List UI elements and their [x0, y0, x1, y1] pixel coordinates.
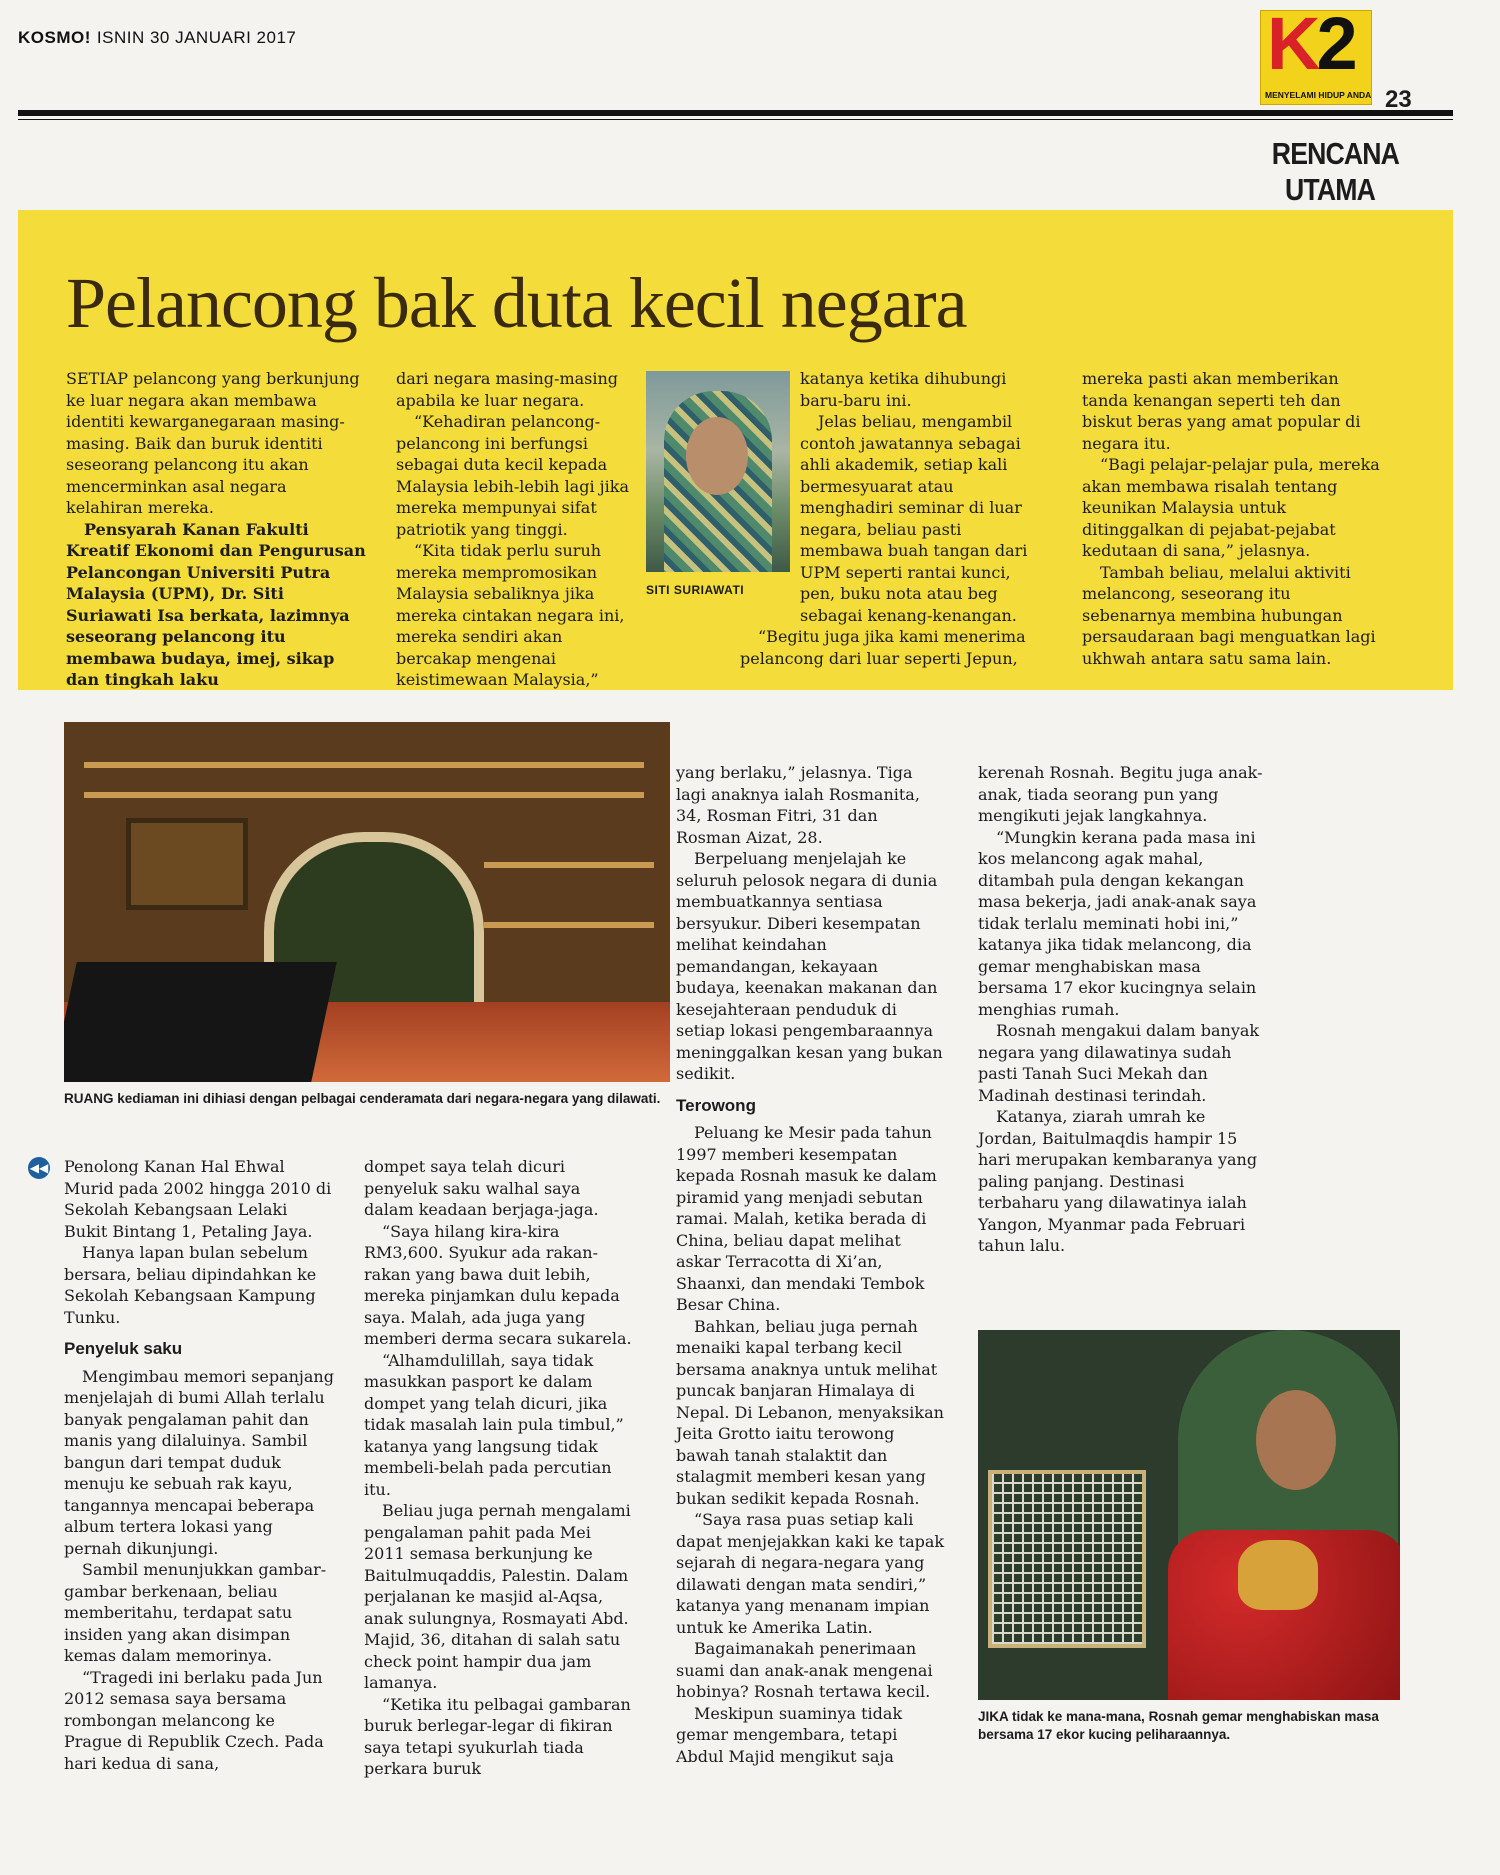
paragraph: “Bagi pelajar-pelajar pula, mereka akan membawa risalah tentang keunikan Malaysia untuk ditinggalkan di pejabat-pejabat kedutaan di sana,” jelasnya. — [1082, 455, 1380, 560]
paragraph: “Tragedi ini berlaku pada Jun 2012 semasa saya bersama rombongan melancong ke Prague di Republik Czech. Pada hari kedua di sana, — [64, 1667, 324, 1773]
paragraph: Berpeluang menjelajah ke seluruh pelosok negara di dunia membuatkannya sentiasa bersyukur. Diberi kesempatan melihat keindahan pemandangan, kekayaan budaya, keenakan makanan dan kesejahteraan penduduk di setiap lokasi pengembaraannya meninggalkan kesan yang bukan sedikit. — [676, 849, 943, 1083]
sidebar-col-2 — [396, 368, 641, 691]
paragraph: Penolong Kanan Hal Ehwal Murid pada 2002 hingga 2010 di Sekolah Kebangsaan Lelaki Bukit Bintang 1, Petaling Jaya. — [64, 1157, 332, 1241]
paragraph: Sambil menunjukkan gambar-gambar berkenaan, beliau memberitahu, terdapat satu insiden yang akan disimpan kemas dalam memorinya. — [64, 1560, 327, 1665]
paper-name: KOSMO! — [18, 28, 91, 47]
subheading: Terowong — [676, 1095, 756, 1115]
paragraph: Katanya, ziarah umrah ke Jordan, Baitulmaqdis hampir 15 hari merupakan kembaranya yang paling panjang. Destinasi terbaharu yang dilawatinya ialah Yangon, Myanmar pada Februari tahun lalu. — [978, 1107, 1258, 1255]
photo2-caption: JIKA tidak ke mana-mana, Rosnah gemar menghabiskan masa bersama 17 ekor kucing peliharaannya. — [978, 1709, 1379, 1742]
paragraph: “Begitu juga jika kami menerima pelancong dari luar seperti Jepun, — [740, 627, 1026, 668]
paragraph: Pensyarah Kanan Fakulti Kreatif Ekonomi dan Pengurusan Pelancongan Universiti Putra Malaysia (UPM), Dr. Siti Suriawati Isa berkata, lazimnya seseorang pelancong itu membawa budaya, imej, sikap dan tingkah laku — [66, 519, 366, 689]
paragraph: “Kita tidak perlu suruh mereka mempromosikan Malaysia sebaliknya jika mereka cintakan negara ini, mereka sendiri akan bercakap mengenai keistimewaan Malaysia,” — [396, 541, 625, 689]
section-line-1: RENCANA — [1271, 136, 1400, 171]
continued-icon: ◀◀ — [28, 1157, 50, 1179]
paragraph: dari negara masing-masing apabila ke luar negara. — [396, 369, 619, 410]
portrait-caption: SITI SURIAWATI — [646, 583, 745, 597]
issue-date: ISNIN 30 JANUARI 2017 — [96, 28, 297, 47]
paragraph: Meskipun suaminya tidak gemar mengembara, tetapi Abdul Majid mengikut saja — [676, 1703, 903, 1766]
masthead — [18, 28, 296, 48]
paragraph: “Saya rasa puas setiap kali dapat menjejakkan kaki ke tapak sejarah di negara-negara yang dilawati dengan mata sendiri,” katanya yang menanam impian untuk ke Amerika Latin. — [676, 1510, 945, 1637]
sidebar-col-3 — [740, 368, 1040, 669]
article-col-1 — [64, 1156, 334, 1774]
paragraph: “Kehadiran pelancong-pelancong ini berfungsi sebagai duta kecil kepada Malaysia lebih-lebih lagi jika mereka mempunyai sifat patriotik yang tinggi. — [396, 412, 629, 539]
paragraph: Jelas beliau, mengambil contoh jawatannya sebagai ahli akademik, setiap kali bermesyuarat atau menghadiri seminar di luar negara, beliau pasti membawa buah tangan dari UPM seperti rantai kunci, pen, buku nota atau beg sebagai kenang-kenangan. — [800, 412, 1028, 625]
paragraph: Bagaimanakah penerimaan suami dan anak-anak mengenai hobinya? Rosnah tertawa kecil. — [676, 1639, 933, 1701]
logo-k: K — [1267, 2, 1317, 85]
paragraph: Tambah beliau, melalui aktiviti melancong, seseorang itu sebenarnya membina hubungan persaudaraan bagi menguatkan lagi ukhwah antara satu sama lain. — [1082, 562, 1376, 668]
cat-photo — [978, 1330, 1400, 1700]
paragraph: dompet saya telah dicuri penyeluk saku walhal saya dalam keadaan berjaga-jaga. — [364, 1157, 599, 1219]
section-line-2: UTAMA — [1285, 172, 1375, 207]
paragraph: Beliau juga pernah mengalami pengalaman pahit pada Mei 2011 semasa berkunjung ke Baitulmuqaddis, Palestin. Dalam perjalanan ke masjid al-Aqsa, anak sulungnya, Rosmayati Abd. Majid, 36, ditahan di salah satu check point hampir dua jam lamanya. — [364, 1501, 631, 1692]
article-col-3 — [676, 762, 946, 1767]
paragraph: “Mungkin kerana pada masa ini kos melancong agak mahal, ditambah pula dengan kekangan masa bekerja, jadi anak-anak saya tidak terlalu meminati hobi ini,” katanya jika tidak melancong, dia gemar menghabiskan masa bersama 17 ekor kucingnya selain menghias rumah. — [978, 827, 1257, 1019]
k2-logo — [1260, 2, 1372, 105]
paragraph: “Saya hilang kira-kira RM3,600. Syukur ada rakan-rakan yang bawa duit lebih, mereka pinjamkan dulu kepada saya. Malah, ada juga yang memberi derma secara sukarela. — [364, 1221, 632, 1348]
paragraph: katanya ketika dihubungi baru-baru ini. — [800, 369, 1007, 410]
header-rule — [18, 110, 1453, 116]
sidebar-col-4 — [1082, 368, 1387, 669]
article-col-2 — [364, 1156, 634, 1780]
header-rule-thin — [18, 119, 1453, 120]
paragraph: Mengimbau memori sepanjang menjelajah di bumi Allah terlalu banyak pengalaman pahit dan manis yang dilaluinya. Sambil bangun dari tempat duduk menuju ke sebuah rak kayu, tangannya mencapai beberapa album tertera lokasi yang pernah dikunjungi. — [64, 1366, 334, 1558]
subheading: Penyeluk saku — [64, 1339, 183, 1358]
paragraph: yang berlaku,” jelasnya. Tiga lagi anaknya ialah Rosmanita, 34, Rosman Fitri, 31 dan Rosman Aizat, 28. — [676, 763, 920, 847]
paragraph: mereka pasti akan memberikan tanda kenangan seperti teh dan biskut beras yang amat popular di negara itu. — [1082, 369, 1361, 453]
sidebar-col-1 — [66, 368, 366, 691]
paragraph: Hanya lapan bulan sebelum bersara, beliau dipindahkan ke Sekolah Kebangsaan Kampung Tunku. — [64, 1243, 317, 1327]
logo-tagline: MENYELAMI HIDUP ANDA — [1265, 90, 1372, 100]
living-room-photo — [64, 722, 670, 1082]
paragraph: Peluang ke Mesir pada tahun 1997 memberi kesempatan kepada Rosnah masuk ke dalam piramid yang menjadi sebutan ramai. Malah, ketika berada di China, beliau dapat melihat askar Terracotta di Xi’an, Shaanxi, dan mendaki Tembok Besar China. — [676, 1123, 937, 1314]
paragraph: SETIAP pelancong yang berkunjung ke luar negara akan membawa identiti kewarganegaraan masing-masing. Baik dan buruk identiti seseorang pelancong itu akan mencerminkan asal negara kelahiran mereka. — [66, 369, 360, 517]
section-label — [1271, 136, 1400, 208]
page-number: 23 — [1385, 86, 1412, 113]
paragraph: Rosnah mengakui dalam banyak negara yang dilawatinya sudah pasti Tanah Suci Mekah dan Madinah destinasi terindah. — [978, 1021, 1260, 1105]
article-col-4 — [978, 762, 1263, 1257]
paragraph: “Alhamdulillah, saya tidak masukkan pasport ke dalam dompet yang telah dicuri, jika tidak masalah lain pula timbul,” katanya yang langsung tidak membeli-belah pada percutian itu. — [364, 1350, 624, 1499]
logo-2: 2 — [1316, 2, 1354, 85]
paragraph: “Ketika itu pelbagai gambaran buruk berlegar-legar di fikiran saya tetapi syukurlah tiada perkara buruk — [364, 1694, 631, 1778]
paragraph: Bahkan, beliau juga pernah menaiki kapal terbang kecil bersama anaknya untuk melihat puncak banjaran Himalaya di Nepal. Di Lebanon, menyaksikan Jeita Grotto iaitu terowong bawah tanah stalaktit dan stalagmit memberi kesan yang bukan sedikit kepada Rosnah. — [676, 1316, 944, 1508]
photo1-caption: RUANG kediaman ini dihiasi dengan pelbagai cenderamata dari negara-negara yang dilawati. — [64, 1091, 661, 1106]
sidebar-headline: Pelancong bak duta kecil negara — [66, 263, 967, 343]
paragraph: kerenah Rosnah. Begitu juga anak-anak, tiada seorang pun yang mengikuti jejak langkahnya. — [978, 763, 1263, 825]
